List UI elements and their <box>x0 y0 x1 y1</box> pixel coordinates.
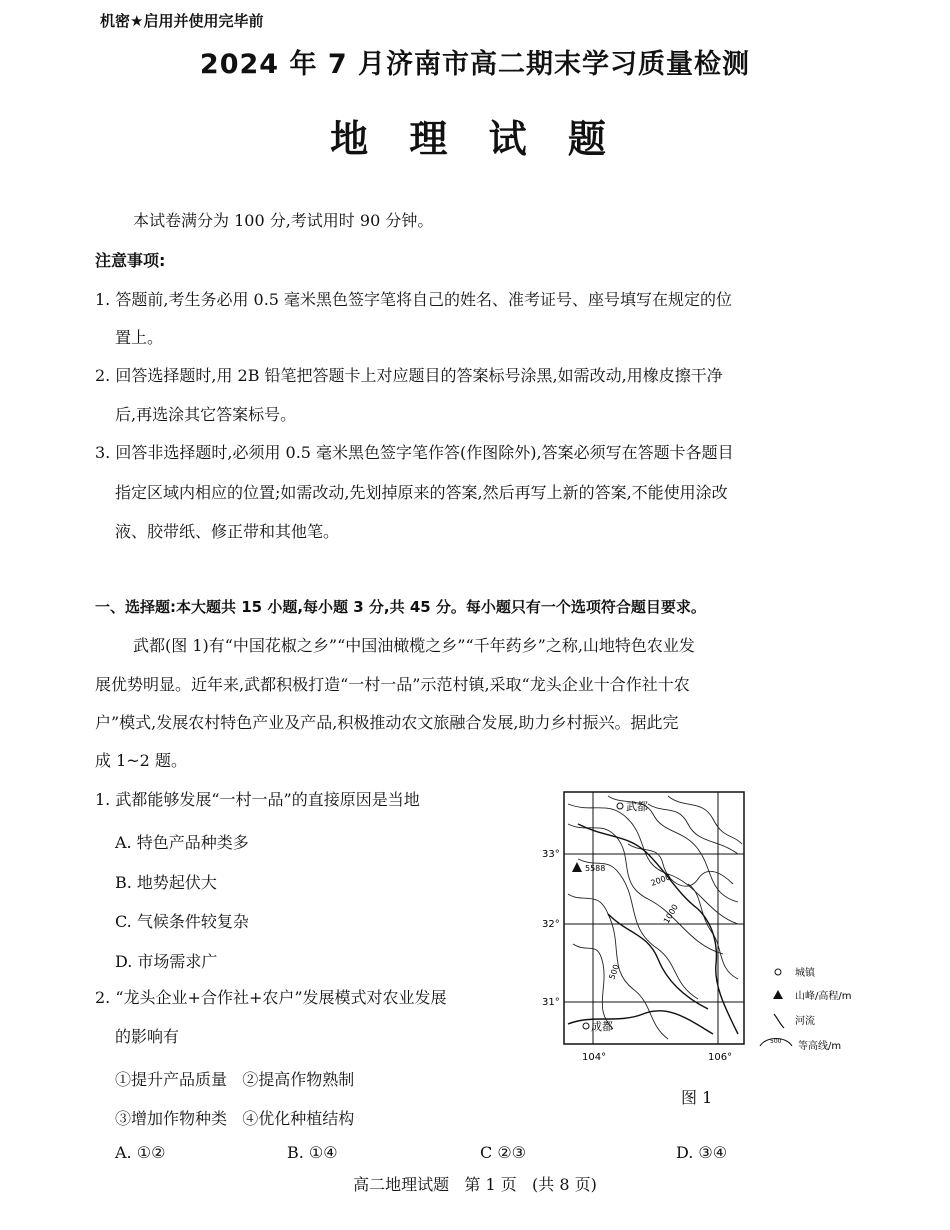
question-1-option-a: A. 特色产品种类多 <box>115 833 249 852</box>
lat-label-32: 32° <box>542 919 560 930</box>
notice-line: 液、胶带纸、修正带和其他笔。 <box>115 522 340 541</box>
question-1-option-d: D. 市场需求广 <box>115 952 218 971</box>
question-2-stem-cont: 的影响有 <box>115 1027 180 1046</box>
notice-line: 2. 回答选择题时,用 2B 铅笔把答题卡上对应题目的答案标号涂黑,如需改动,用橡皮擦干净 <box>95 366 723 385</box>
lon-label-104: 104° <box>582 1052 607 1063</box>
section-heading: 一、选择题:本大题共 15 小题,每小题 3 分,共 45 分。每小题只有一个选项符合题目要求。 <box>95 598 706 616</box>
notice-line: 3. 回答非选择题时,必须用 0.5 毫米黑色签字笔作答(作图除外),答案必须写在答题卡各题目 <box>95 443 734 462</box>
question-1-stem: 1. 武都能够发展“一村一品”的直接原因是当地 <box>95 790 420 809</box>
question-2-option-a: A. ①② <box>115 1143 166 1162</box>
question-2-items-2: ③增加作物种类 ④优化种植结构 <box>115 1109 355 1128</box>
notice-line: 后,再选涂其它答案标号。 <box>115 405 297 424</box>
contour-label-1000: 1000 <box>661 902 680 925</box>
figure-1-map <box>542 784 878 1074</box>
confidential-label: 机密★启用并使用完毕前 <box>100 12 264 30</box>
question-2-option-c: C ②③ <box>480 1143 527 1162</box>
lat-label-33: 33° <box>542 849 560 860</box>
contour-lines <box>568 796 742 1039</box>
intro-text: 本试卷满分为 100 分,考试用时 90 分钟。 <box>133 211 434 230</box>
legend-contour-label: 等高线/m <box>798 1041 842 1052</box>
notice-line: 指定区域内相应的位置;如需改动,先划掉原来的答案,然后再写上新的答案,不能使用涂改 <box>115 483 728 502</box>
subject-title: 地 理 试 题 <box>330 117 620 161</box>
question-2-stem: 2. “龙头企业+合作社+农户”发展模式对农业发展 <box>95 988 447 1007</box>
passage-line: 展优势明显。近年来,武都积极打造“一村一品”示范村镇,采取“龙头企业十合作社十农 <box>95 675 690 694</box>
question-1-option-c: C. 气候条件较复杂 <box>115 912 249 931</box>
legend-peak-icon <box>773 990 783 999</box>
exam-title: 2024 年 7 月济南市高二期末学习质量检测 <box>199 49 751 80</box>
question-2-option-d: D. ③④ <box>676 1143 728 1162</box>
legend-peak-label: 山峰/高程/m <box>795 991 852 1002</box>
notice-heading: 注意事项: <box>95 251 166 270</box>
legend-contour-sample: 500 <box>770 1038 782 1045</box>
peak-marker <box>572 862 582 872</box>
notice-line: 置上。 <box>115 328 164 347</box>
contour-label-500: 500 <box>607 963 622 981</box>
lon-label-106: 106° <box>708 1052 733 1063</box>
notice-line: 1. 答题前,考生务必用 0.5 毫米黑色签字笔将自己的姓名、准考证号、座号填写在规定的位 <box>95 290 733 309</box>
legend-city-icon <box>775 969 781 975</box>
question-2-items-1: ①提升产品质量 ②提高作物熟制 <box>115 1070 355 1089</box>
legend-city-label: 城镇 <box>795 968 815 979</box>
question-1-option-b: B. 地势起伏大 <box>115 873 217 892</box>
city-label-wudu: 武都 <box>626 800 648 813</box>
passage-line: 户”模式,发展农村特色产业及产品,积极推动农文旅融合发展,助力乡村振兴。据此完 <box>95 713 679 732</box>
page-footer: 高二地理试题 第 1 页 (共 8 页) <box>353 1175 597 1194</box>
contour-label-2000: 2000 <box>649 872 672 888</box>
passage-line: 武都(图 1)有“中国花椒之乡”“中国油橄榄之乡”“千年药乡”之称,山地特色农业发 <box>133 636 695 655</box>
peak-elevation-label: 5588 <box>585 864 606 873</box>
passage-line: 成 1~2 题。 <box>95 751 187 770</box>
city-label-chengdu: 成都 <box>591 1020 613 1033</box>
legend-river-label: 河流 <box>795 1016 815 1027</box>
legend-river-icon <box>774 1014 784 1028</box>
figure-caption: 图 1 <box>681 1088 713 1107</box>
city-marker-wudu <box>617 803 623 809</box>
question-2-option-b: B. ①④ <box>287 1143 338 1162</box>
city-marker-chengdu <box>583 1023 589 1029</box>
lat-label-31: 31° <box>542 997 560 1008</box>
map-svg <box>542 784 878 1074</box>
